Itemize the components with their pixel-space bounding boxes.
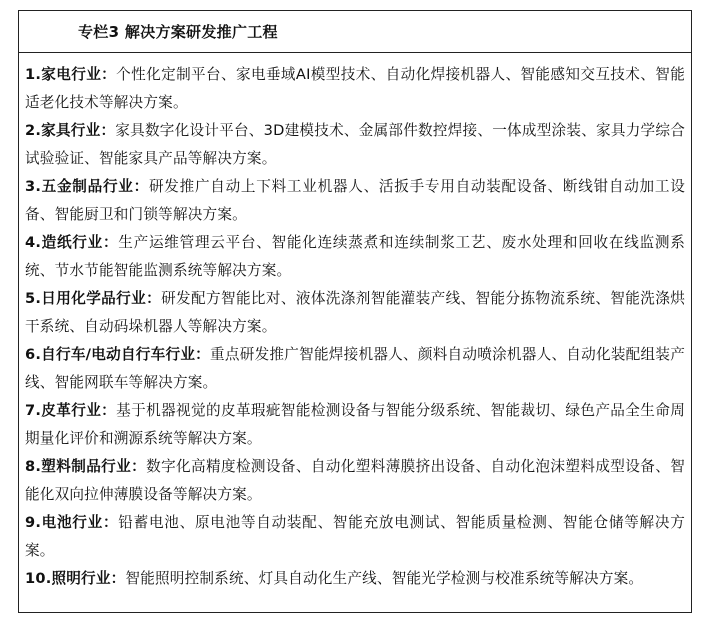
item-text: 铅蓄电池、原电池等自动装配、智能充放电测试、智能质量检测、智能仓储等解决方案。 [25,514,685,559]
item-text: 研发推广自动上下料工业机器人、活扳手专用自动装配设备、断线钳自动加工设备、智能厨卫和门锁等解决方案。 [25,178,685,223]
item-label: 7.皮革行业： [25,402,117,419]
list-item [25,61,685,117]
list-item [25,285,685,341]
item-label: 4.造纸行业： [25,234,119,251]
content-box [18,10,692,613]
item-text: 生产运维管理云平台、智能化连续蒸煮和连续制浆工艺、废水处理和回收在线监测系统、节水节能智能监测系统等解决方案。 [25,234,685,279]
item-label: 8.塑料制品行业： [25,458,147,475]
list-item [25,229,685,285]
list-item [25,453,685,509]
item-text: 智能照明控制系统、灯具自动化生产线、智能光学检测与校准系统等解决方案。 [125,570,644,587]
item-label: 2.家具行业： [25,122,116,139]
box-title: 专栏3 解决方案研发推广工程 [19,11,691,53]
item-list [19,53,691,593]
item-label: 9.电池行业： [25,514,119,531]
item-label: 1.家电行业： [25,66,117,83]
list-item [25,173,685,229]
list-item [25,397,685,453]
list-item [25,565,685,593]
item-label: 10.照明行业： [25,570,126,587]
list-item [25,509,685,565]
list-item [25,117,685,173]
list-item [25,341,685,397]
item-label: 3.五金制品行业： [25,178,149,195]
item-text: 研发配方智能比对、液体洗涤剂智能灌装产线、智能分拣物流系统、智能洗涤烘干系统、自动码垛机器人等解决方案。 [25,290,685,335]
item-text: 个性化定制平台、家电垂域AI模型技术、自动化焊接机器人、智能感知交互技术、智能适老化技术等解决方案。 [25,66,685,111]
item-text: 基于机器视觉的皮革瑕疵智能检测设备与智能分级系统、智能裁切、绿色产品全生命周期量化评价和溯源系统等解决方案。 [25,402,685,447]
item-text: 家具数字化设计平台、3D建模技术、金属部件数控焊接、一体成型涂装、家具力学综合试验验证、智能家具产品等解决方案。 [25,122,685,167]
item-label: 6.自行车/电动自行车行业： [25,346,211,363]
item-text: 数字化高精度检测设备、自动化塑料薄膜挤出设备、自动化泡沫塑料成型设备、智能化双向拉伸薄膜设备等解决方案。 [25,458,685,503]
item-label: 5.日用化学品行业： [25,290,162,307]
item-text: 重点研发推广智能焊接机器人、颜料自动喷涂机器人、自动化装配组装产线、智能网联车等解决方案。 [25,346,685,391]
